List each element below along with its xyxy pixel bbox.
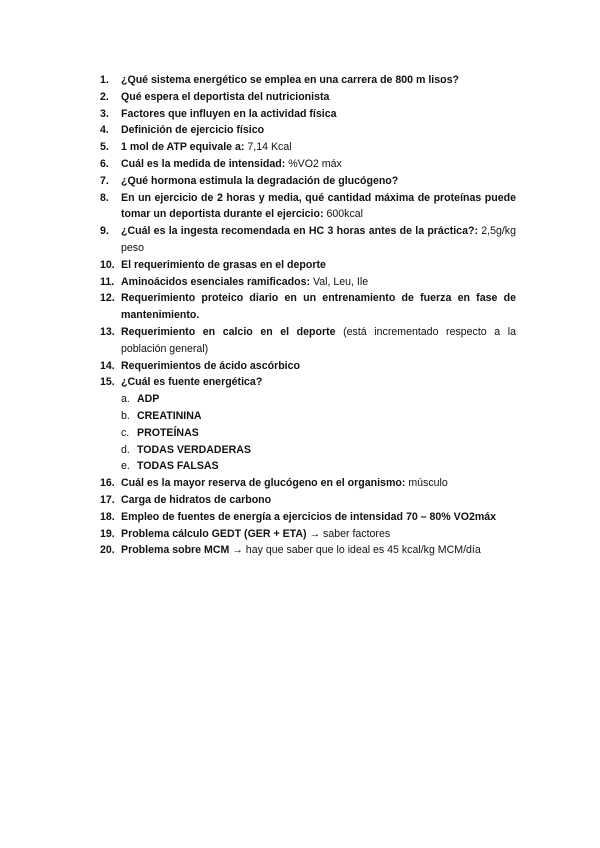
question-text: Requerimientos de ácido ascórbico: [121, 359, 300, 372]
question-text: Aminoácidos esenciales ramificados:: [121, 275, 310, 288]
option-item: a. ADP: [121, 393, 160, 406]
question-text: Empleo de fuentes de energía a ejercicios de intensidad 70 – 80% VO2máx: [121, 510, 497, 523]
question-item: 12. Requerimiento proteico diario en un entrenamiento de fuerza en fase de mantenimiento.: [100, 292, 516, 322]
answer-options: [100, 391, 516, 475]
question-text: Definición de ejercicio físico: [121, 124, 265, 137]
answer-text: Val, Leu, Ile: [312, 275, 369, 288]
question-item: 10. El requerimiento de grasas en el deporte: [100, 258, 326, 271]
question-text: Carga de hidratos de carbono: [121, 493, 272, 506]
question-item: 15. ¿Cuál es fuente energética? a. ADP b. CREATININA c. PROTEÍNAS d. TODAS VERDADERAS e. TODAS FALSAS: [100, 374, 516, 475]
answer-text: 2,5g/kg peso: [121, 225, 516, 254]
answer-text: músculo: [408, 477, 448, 490]
question-text: En un ejercicio de 2 horas y media, qué cantidad máxima de proteínas puede tomar un deportista durante el ejercicio:: [121, 191, 516, 221]
question-item: 17. Carga de hidratos de carbono: [100, 493, 272, 506]
question-item: 7. ¿Qué hormona estimula la degradación de glucógeno?: [100, 174, 399, 187]
question-text: ¿Cuál es fuente energética?: [121, 376, 263, 389]
option-item: c. PROTEÍNAS: [121, 426, 199, 439]
question-item: 19. Problema cálculo GEDT (GER + ETA) → saber factores: [100, 527, 391, 540]
question-text: El requerimiento de grasas en el deporte: [121, 258, 326, 271]
option-item: e. TODAS FALSAS: [121, 460, 219, 473]
answer-text: 600kcal: [326, 208, 363, 221]
question-item: 11. Aminoácidos esenciales ramificados: Val, Leu, Ile: [100, 275, 369, 288]
question-text: Factores que influyen en la actividad física: [121, 107, 337, 120]
question-item: 1. ¿Qué sistema energético se emplea en una carrera de 800 m lisos?: [100, 74, 459, 86]
question-text: Qué espera el deportista del nutricionista: [121, 90, 330, 103]
answer-text: (está incrementado respecto a la población general): [121, 325, 516, 355]
question-item: 3. Factores que influyen en la actividad física: [100, 107, 337, 120]
option-item: d. TODAS VERDADERAS: [121, 443, 251, 456]
question-item: 18. Empleo de fuentes de energía a ejercicios de intensidad 70 – 80% VO2máx: [100, 510, 497, 523]
question-item: 20. Problema sobre MCM → hay que saber que lo ideal es 45 kcal/kg MCM/día: [100, 544, 481, 557]
question-list: [100, 72, 516, 559]
answer-text: 7,14 Kcal: [247, 141, 292, 154]
question-item: 6. Cuál es la medida de intensidad: %VO2 máx: [100, 157, 342, 170]
question-text: Requerimiento en calcio en el deporte: [121, 325, 336, 338]
question-text: ¿Cuál es la ingesta recomendada en HC 3 horas antes de la práctica?:: [121, 225, 478, 238]
question-text: ¿Qué sistema energético se emplea en una carrera de 800 m lisos?: [121, 74, 459, 86]
question-item: 4. Definición de ejercicio físico: [100, 124, 265, 137]
question-text: Requerimiento proteico diario en un entrenamiento de fuerza en fase de mantenimiento.: [121, 292, 516, 322]
answer-text: → hay que saber que lo ideal es 45 kcal/kg MCM/día: [232, 544, 481, 557]
question-item: 2. Qué espera el deportista del nutricionista: [100, 90, 330, 103]
answer-text: → saber factores: [309, 527, 391, 540]
option-item: b. CREATININA: [121, 409, 202, 422]
question-text: Cuál es la medida de intensidad:: [121, 157, 286, 170]
question-text: 1 mol de ATP equivale a:: [121, 141, 245, 154]
question-text: Problema sobre MCM: [121, 544, 230, 557]
question-item: 14. Requerimientos de ácido ascórbico: [100, 359, 300, 372]
question-text: Problema cálculo GEDT (GER + ETA): [121, 527, 307, 540]
question-text: ¿Qué hormona estimula la degradación de glucógeno?: [121, 174, 399, 187]
question-item: 16. Cuál es la mayor reserva de glucógeno en el organismo: músculo: [100, 477, 448, 490]
question-item: 5. 1 mol de ATP equivale a: 7,14 Kcal: [100, 141, 292, 154]
question-item: 8. En un ejercicio de 2 horas y media, qué cantidad máxima de proteínas puede tomar un deportista durante el ejercicio: 600kcal: [100, 191, 516, 221]
answer-text: %VO2 máx: [288, 157, 342, 170]
question-item: 13. Requerimiento en calcio en el deporte (está incrementado respecto a la población general): [100, 325, 516, 355]
question-text: Cuál es la mayor reserva de glucógeno en el organismo:: [121, 477, 406, 490]
question-item: 9. ¿Cuál es la ingesta recomendada en HC 3 horas antes de la práctica?: 2,5g/kg peso: [100, 225, 516, 254]
